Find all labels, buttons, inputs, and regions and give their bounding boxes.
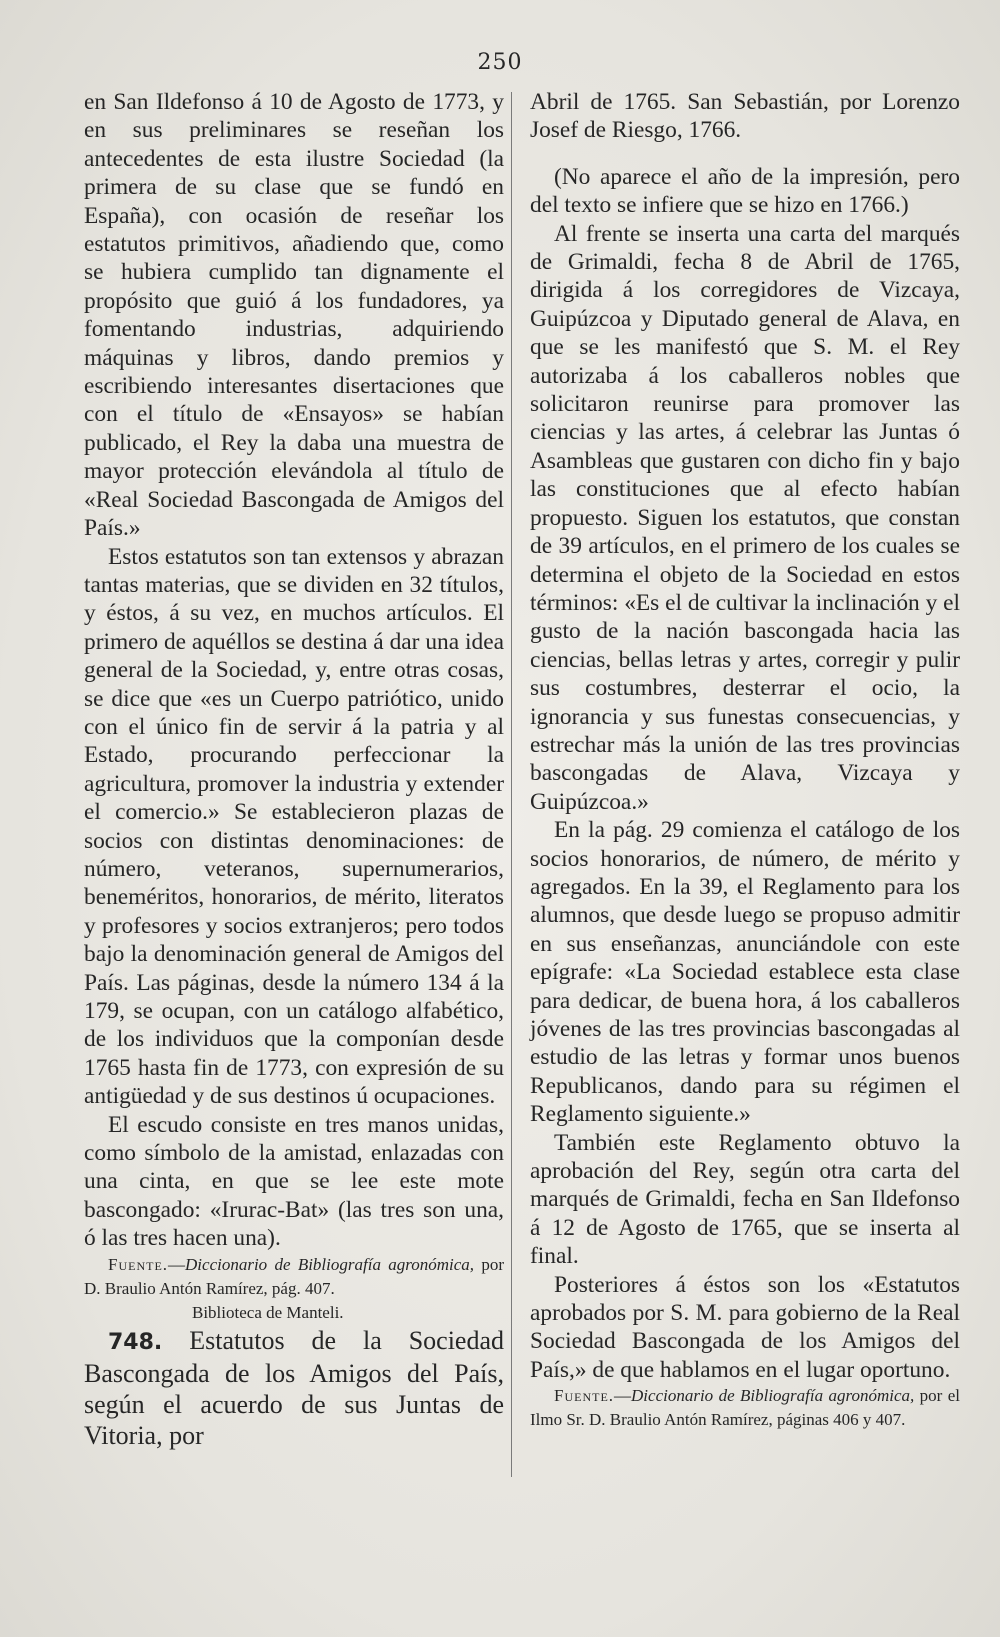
source-title: Diccionario de Bibliografía agronómica, [185, 1254, 475, 1274]
left-paragraph-3: El escudo consiste en tres manos unidas, como símbolo de la amistad, enlazadas con una cinta, en que se lee este mote bascongado: «Irurac-Bat» (las tres son una, ó las tres hacen una). [84, 1111, 504, 1252]
paragraph-gap [530, 145, 960, 163]
right-paragraph-2: (No aparece el año de la impresión, pero del texto se infiere que se hizo en 1766.) [530, 163, 960, 219]
source-title: Diccionario de Bibliografía agronómica, [631, 1386, 915, 1406]
entry-number: 748. [108, 1329, 163, 1355]
left-column [84, 88, 504, 1451]
left-source-citation: Fuente.—Diccionario de Bibliografía agronómica, por D. Braulio Antón Ramírez, pág. 407. [84, 1254, 504, 1298]
right-paragraph-6: Posteriores á éstos son los «Estatutos aprobados por S. M. para gobierno de la Real Sociedad Bascongada de los Amigos del País,» de que hablamos en el lugar oportuno. [530, 1271, 960, 1383]
right-source-citation: Fuente.—Diccionario de Bibliografía agronómica, por el Ilmo Sr. D. Braulio Antón Ramírez, páginas 406 y 407. [530, 1386, 960, 1430]
right-paragraph-3: Al frente se inserta una carta del marqués de Grimaldi, fecha 8 de Abril de 1765, dirigida á los corregidores de Vizcaya, Guipúzcoa y Diputado general de Alava, en que se les manifestó que S. M. el Rey autorizaba á los caballeros nobles que solicitaron reunirse para promover las ciencias y las artes, á celebrar las Juntas ó Asambleas que gustaren con dicho fin y bajo las constituciones que al efecto habían propuesto. Siguen los estatutos, que constan de 39 artículos, en el primero de los cuales se determina el objeto de la Sociedad en estos términos: «Es el de cultivar la inclinación y el gusto de la nación bascongada hacia las ciencias, bellas letras y artes, corregir y pulir sus costumbres, desterrar el ocio, la ignorancia y sus funestas consecuencias, y estrechar más la unión de las tres provincias bascongadas de Alava, Vizcaya y Guipúzcoa.» [530, 220, 960, 815]
library-location: Biblioteca de Manteli. [192, 1302, 344, 1322]
left-paragraph-2: Estos estatutos son tan extensos y abrazan tantas materias, que se dividen en 32 títulos, y éstos, á su vez, en muchos artículos. El primero de aquéllos se destina á dar una idea general de la Sociedad, y, entre otras cosas, se dice que «es un Cuerpo patriótico, unido con el único fin de servir á la patria y al Estado, procurando perfeccionar la agricultura, promover la industria y extender el comercio.» Se establecieron plazas de socios con distintas denominaciones: de número, veteranos, supernumerarios, beneméritos, honorarios, de mérito, literatos y profesores y socios extranjeros; pero todos bajo la denominación general de Amigos del País. Las páginas, desde la número 134 á la 179, se ocupan, con un catálogo alfabético, de los individuos que la componían desde 1765 hasta fin de 1773, con expresión de su antigüedad y de sus destinos ú ocupaciones. [84, 543, 504, 1110]
right-column [530, 88, 960, 1432]
page-number: 250 [477, 50, 523, 75]
entry-title: Estatutos de la Sociedad Bascongada de los Amigos del País, según el acuerdo de sus Juntas de Vitoria, por [84, 1325, 505, 1450]
source-label: Fuente. [554, 1386, 615, 1406]
right-paragraph-4: En la pág. 29 comienza el catálogo de los socios honorarios, de número, de mérito y agregados. En la 39, el Reglamento para los alumnos, que desde luego se propuso admitir en sus enseñanzas, anunciándole con este epígrafe: «La Sociedad establece esta clase para dedicar, de buena hora, á los caballeros jóvenes de las tres provincias bascongadas al estudio de las letras y formar unos buenos Republicanos, dando para su régimen el Reglamento siguiente.» [530, 817, 960, 1128]
left-paragraph-1: en San Ildefonso á 10 de Agosto de 1773, y en sus preliminares se reseñan los antecedentes de esta ilustre Sociedad (la primera de su clase que se fundó en España), con ocasión de reseñar los estatutos primitivos, añadiendo que, como se hubiera cumplido tan dignamente el propósito que guió á los fundadores, ya fomentando industrias, adquiriendo máquinas y libros, dando premios y escribiendo interesantes disertaciones que con el título de «Ensayos» se habían publicado, el Rey la daba una muestra de mayor protección elevándola al título de «Real Sociedad Bascongada de Amigos del País.» [84, 89, 504, 542]
right-paragraph-5: También este Reglamento obtuvo la aprobación del Rey, según otra carta del marqués de Grimaldi, fecha en San Ildefonso á 12 de Agosto de 1765, que se inserta al final. [530, 1129, 960, 1270]
source-label: Fuente. [108, 1254, 169, 1274]
column-divider [511, 92, 512, 1477]
right-paragraph-1: Abril de 1765. San Sebastián, por Lorenzo Josef de Riesgo, 1766. [530, 89, 960, 144]
source-details: por D. Braulio Antón Ramírez, pág. 407. [84, 1254, 504, 1298]
source-details: por el Ilmo Sr. D. Braulio Antón Ramírez, páginas 406 y 407. [530, 1386, 960, 1430]
catalog-entry-748 [84, 1325, 504, 1451]
